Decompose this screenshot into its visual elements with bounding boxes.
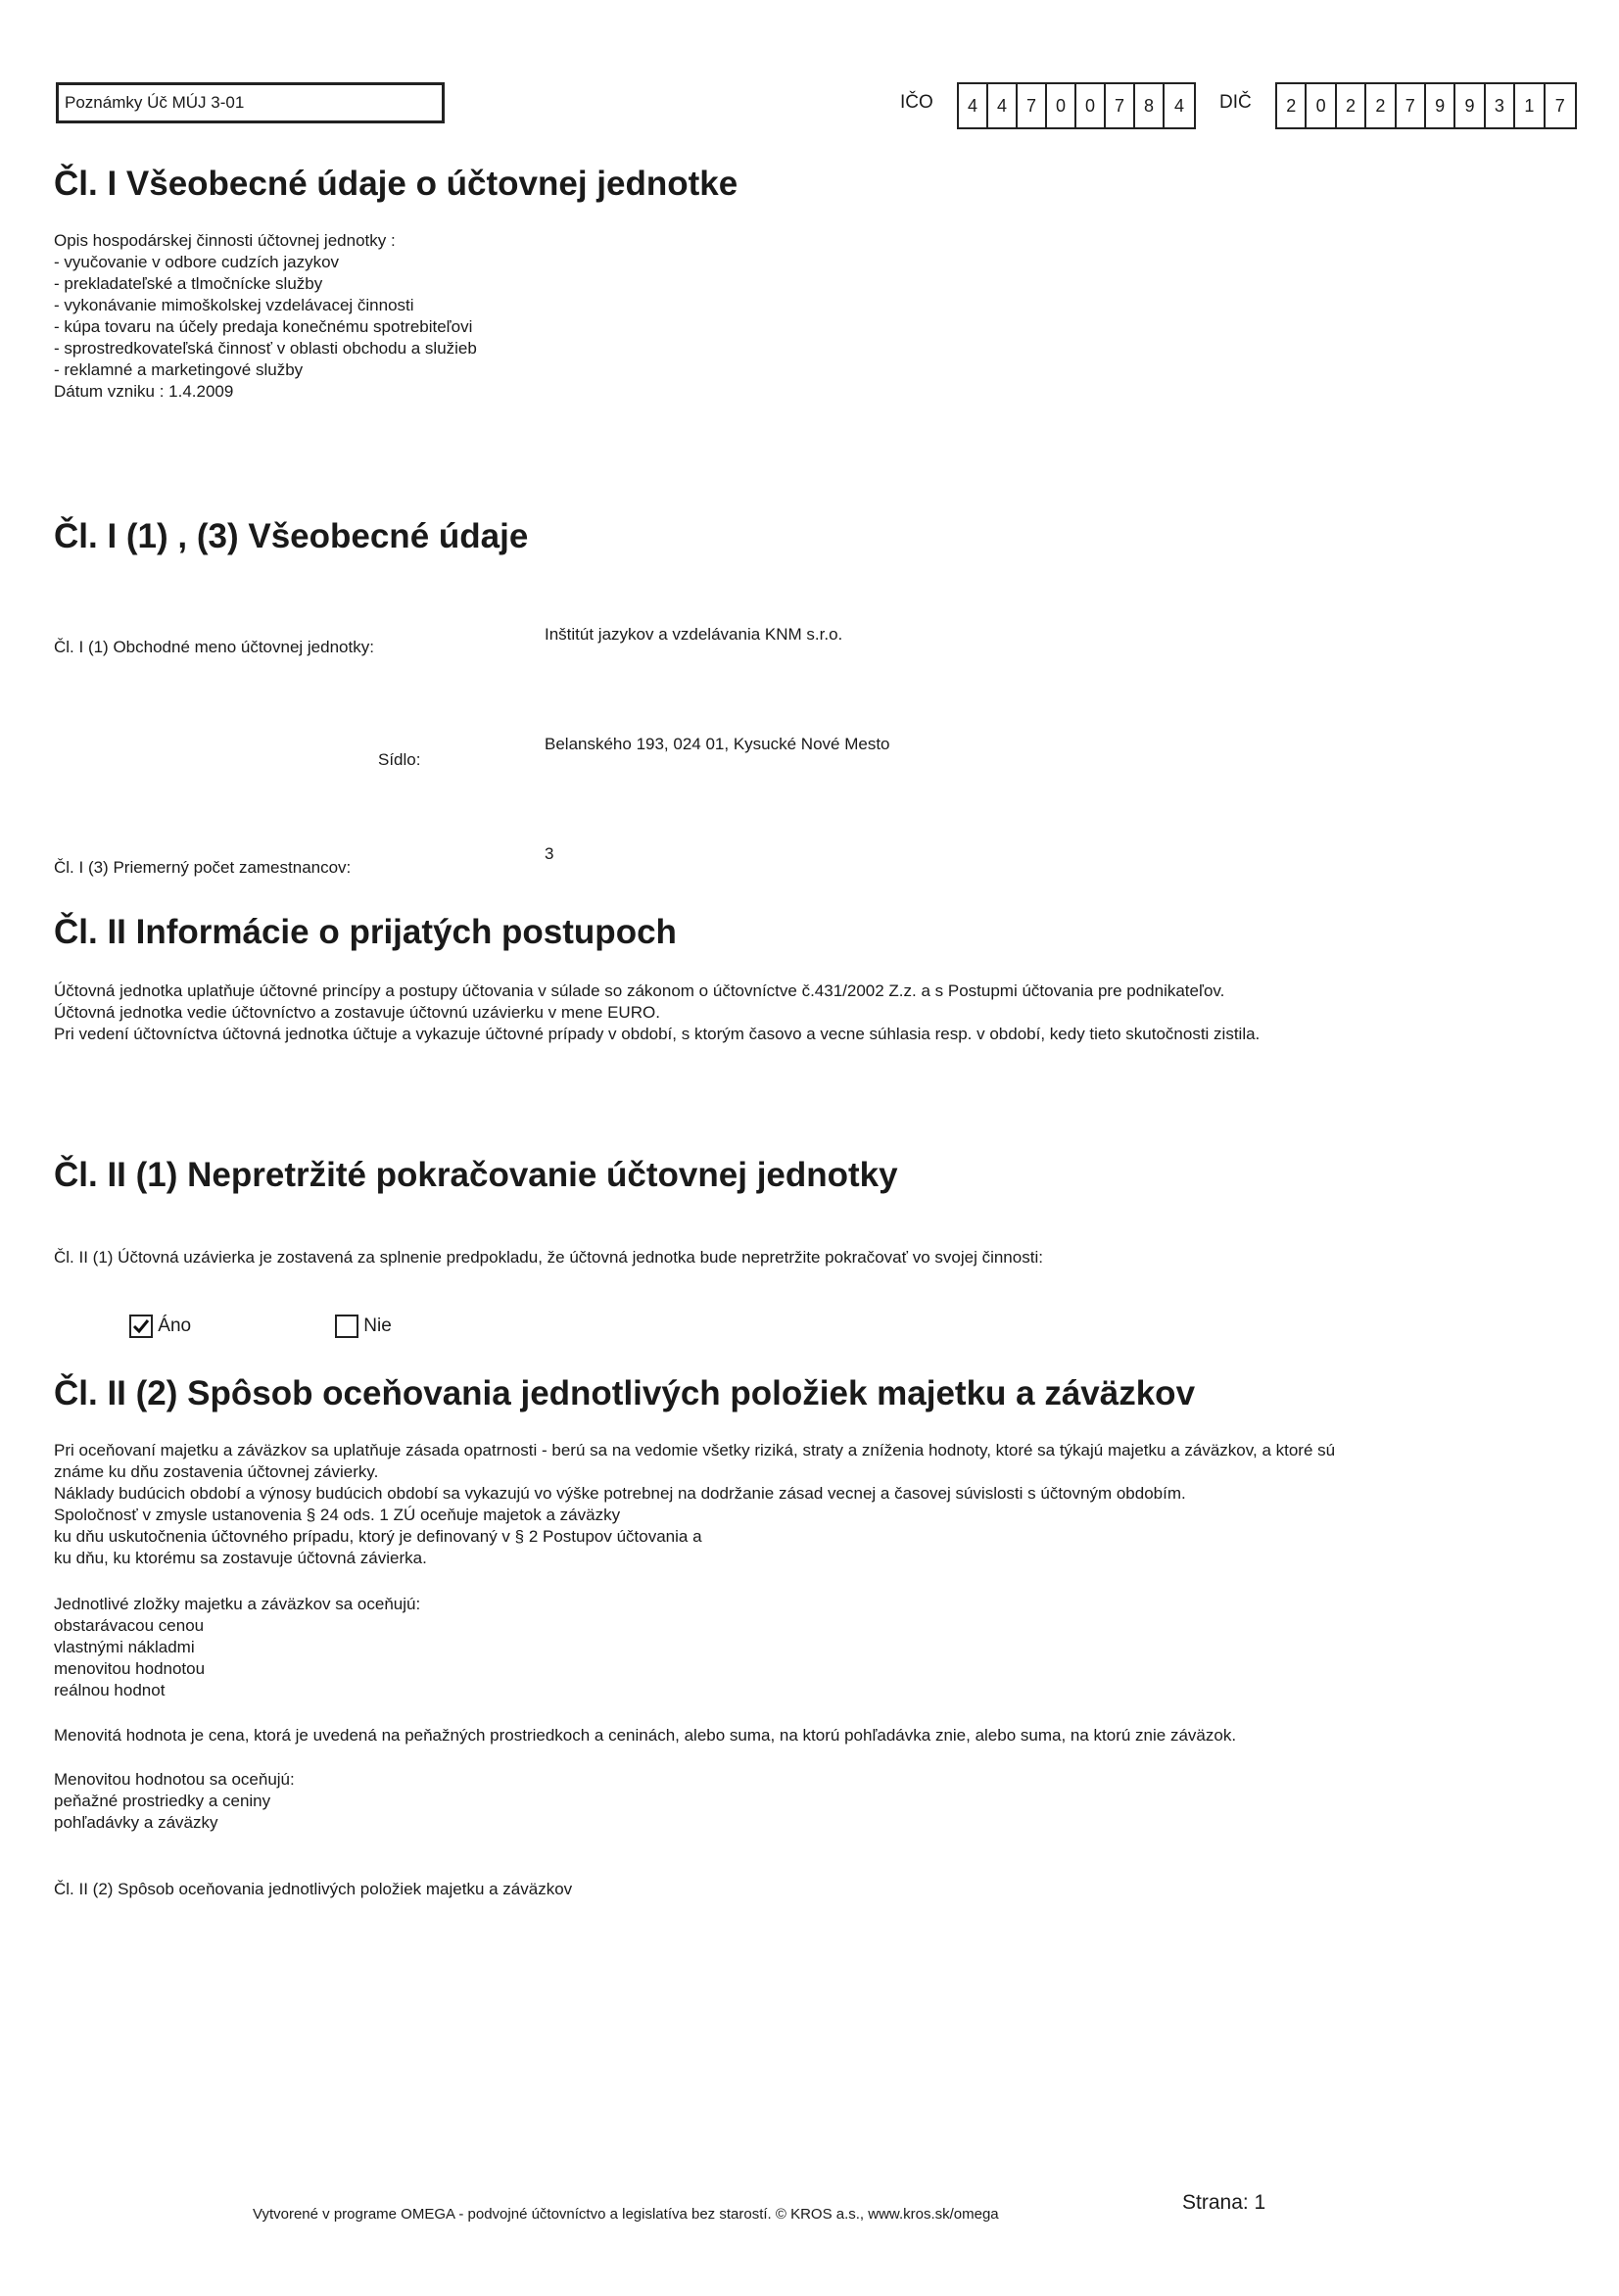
list-item: obstarávacou cenou: [54, 1616, 205, 1635]
dic-digit: 7: [1397, 84, 1426, 127]
seat-value: Belanského 193, 024 01, Kysucké Nové Mesto: [545, 735, 890, 753]
ico-digit: 7: [1106, 84, 1135, 127]
list-item: peňažné prostriedky a ceniny: [54, 1792, 271, 1810]
text-line: Účtovná jednotka vedie účtovníctvo a zostavuje účtovnú uzávierku v mene EURO.: [54, 1003, 660, 1022]
text-line: - prekladateľské a tlmočnícke služby: [54, 274, 323, 293]
document-form-label: Poznámky Úč MÚJ 3-01: [56, 82, 445, 123]
dic-digit: 3: [1486, 84, 1515, 127]
list-item: pohľadávky a záväzky: [54, 1813, 218, 1832]
dic-label: DIČ: [1219, 92, 1252, 113]
section-general-data-title: Čl. I (1) , (3) Všeobecné údaje: [54, 517, 529, 555]
list-item: vlastnými nákladmi: [54, 1638, 195, 1656]
checkmark-icon: [132, 1317, 150, 1335]
employees-value: 3: [545, 844, 554, 863]
ico-label: IČO: [900, 92, 933, 113]
text-line: - vyučovanie v odbore cudzích jazykov: [54, 253, 340, 271]
valuation-paragraph-1: [54, 1440, 1582, 1569]
going-concern-no[interactable]: [335, 1315, 392, 1338]
text-line: Pri oceňovaní majetku a záväzkov sa uplatňuje zásada opatrnosti - berú sa na vedomie všetky riziká, straty a zníženia hodnoty, ktoré sa týkajú majetku a záväzkov, a ktoré sú: [54, 1441, 1336, 1459]
section-valuation-title: Čl. II (2) Spôsob oceňovania jednotlivých položiek majetku a záväzkov: [54, 1374, 1196, 1412]
dic-digit: 1: [1515, 84, 1545, 127]
nominal-value-definition: Menovitá hodnota je cena, ktorá je uvedená na peňažných prostriedkoch a ceninách, alebo suma, na ktorú pohľadávka znie, alebo suma, na ktorú znie záväzok.: [54, 1726, 1237, 1745]
dic-digit-boxes: [1275, 82, 1577, 129]
text-line: - sprostredkovateľská činnosť v oblasti obchodu a služieb: [54, 339, 477, 358]
ico-digit: 4: [1173, 96, 1184, 116]
dic-digit: 9: [1426, 84, 1455, 127]
text-line: - reklamné a marketingové služby: [54, 360, 304, 379]
ico-digit: 0: [1076, 84, 1106, 127]
text-line: Spoločnosť v zmysle ustanovenia § 24 ods. 1 ZÚ oceňuje majetok a záväzky: [54, 1506, 621, 1524]
valuation-closing-reference: Čl. II (2) Spôsob oceňovania jednotlivých položiek majetku a záväzkov: [54, 1880, 573, 1898]
dic-digit: 0: [1307, 84, 1336, 127]
dic-digit: 9: [1455, 84, 1485, 127]
list-item: reálnou hodnot: [54, 1681, 166, 1699]
dic-digit: 2: [1277, 84, 1307, 127]
business-activity-description: [54, 230, 477, 403]
going-concern-yes[interactable]: [129, 1315, 191, 1338]
text-line: Opis hospodárskej činnosti účtovnej jednotky :: [54, 231, 396, 250]
yes-label: Áno: [158, 1315, 192, 1337]
list-item: menovitou hodnotou: [54, 1659, 206, 1678]
checkbox-checked[interactable]: [129, 1315, 153, 1338]
text-line: ku dňu, ku ktorému sa zostavuje účtovná závierka.: [54, 1549, 427, 1567]
company-name-label: Čl. I (1) Obchodné meno účtovnej jednotky:: [54, 638, 374, 656]
text-line: - kúpa tovaru na účely predaja konečnému spotrebiteľovi: [54, 317, 473, 336]
text-line: Menovitou hodnotou sa oceňujú:: [54, 1770, 295, 1789]
text-line: ku dňu uskutočnenia účtovného prípadu, ktorý je definovaný v § 2 Postupov účtovania a: [54, 1527, 702, 1546]
text-line: Jednotlivé zložky majetku a záväzkov sa oceňujú:: [54, 1595, 421, 1613]
text-line: známe ku dňu zostavenia účtovnej závierky.: [54, 1462, 379, 1481]
text-line: Náklady budúcich období a výnosy budúcich období sa vykazujú vo výške potrebnej na dodržanie zásad vecnej a časovej súvislosti s účtovným obdobím.: [54, 1484, 1186, 1503]
text-line: - vykonávanie mimoškolskej vzdelávacej činnosti: [54, 296, 414, 314]
section-general-info-title: Čl. I Všeobecné údaje o účtovnej jednotke: [54, 165, 738, 203]
page-number: Strana: 1: [1182, 2191, 1266, 2214]
company-name-value: Inštitút jazykov a vzdelávania KNM s.r.o.: [545, 625, 843, 644]
seat-label: Sídlo:: [378, 750, 421, 769]
checkbox-unchecked[interactable]: [335, 1315, 358, 1338]
ico-digit: 8: [1135, 84, 1165, 127]
ico-digit: 4: [959, 84, 988, 127]
no-label: Nie: [363, 1315, 392, 1337]
dic-digit: 2: [1337, 84, 1366, 127]
text-line: Pri vedení účtovníctva účtovná jednotka účtuje a vykazuje účtovné prípady v období, s ktorým časovo a vecne súhlasia resp. v období, kedy tieto skutočnosti zistila.: [54, 1025, 1261, 1043]
date-of-establishment: Dátum vzniku : 1.4.2009: [54, 382, 234, 401]
employees-label: Čl. I (3) Priemerný počet zamestnancov:: [54, 858, 352, 877]
section-procedures-title: Čl. II Informácie o prijatých postupoch: [54, 913, 677, 951]
valuation-components-list: [54, 1594, 420, 1701]
ico-digit-boxes: [957, 82, 1196, 129]
section-going-concern-title: Čl. II (1) Nepretržité pokračovanie účtovnej jednotky: [54, 1156, 898, 1194]
dic-digit: 2: [1366, 84, 1396, 127]
ico-digit: 4: [988, 84, 1018, 127]
dic-digit: 7: [1554, 96, 1565, 116]
procedures-text: [54, 981, 1582, 1045]
going-concern-question: Čl. II (1) Účtovná uzávierka je zostavená za splnenie predpokladu, že účtovná jednotka bude nepretržite pokračovať vo svojej činnosti:: [54, 1248, 1043, 1267]
footer-credit: Vytvorené v programe OMEGA - podvojné účtovníctvo a legislatíva bez starostí. © KROS a.s., www.kros.sk/omega: [253, 2206, 999, 2223]
text-line: Účtovná jednotka uplatňuje účtovné princípy a postupy účtovania v súlade so zákonom o účtovníctve č.431/2002 Z.z. a s Postupmi účtovania pre podnikateľov.: [54, 981, 1225, 1000]
ico-digit: 7: [1018, 84, 1047, 127]
ico-digit: 0: [1047, 84, 1076, 127]
nominal-value-list: [54, 1769, 295, 1834]
